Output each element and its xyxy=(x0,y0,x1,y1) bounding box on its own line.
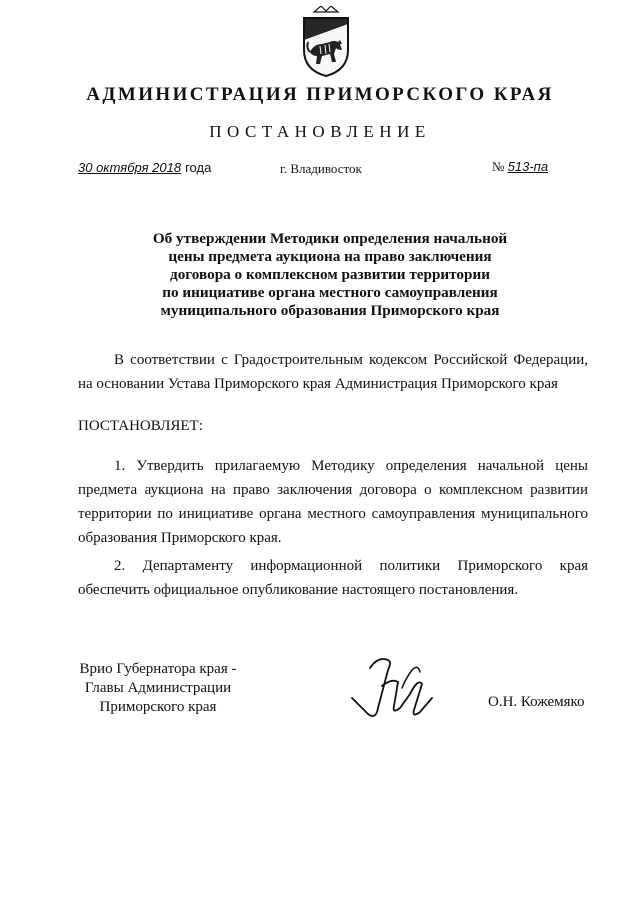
clause-line: образования Приморского края. xyxy=(78,530,282,546)
resolves-heading: ПОСТАНОВЛЯЕТ: xyxy=(78,418,203,434)
signatory-name: О.Н. Кожемяко xyxy=(488,694,585,710)
clause-line: 2. Департаменту информационной политики Приморского края xyxy=(114,558,588,574)
clause-1 xyxy=(78,454,588,550)
title-line: цены предмета аукциона на право заключения xyxy=(168,248,492,265)
number-value: 513-па xyxy=(507,159,549,174)
document-city: г. Владивосток xyxy=(280,161,362,176)
document-date xyxy=(78,160,211,175)
number-prefix: № xyxy=(492,159,505,174)
title-line: по инициативе органа местного самоуправления xyxy=(162,284,498,301)
document-number xyxy=(492,159,548,175)
signatory-position xyxy=(60,660,256,717)
title-line: Об утверждении Методики определения начальной xyxy=(152,230,508,247)
document-title xyxy=(120,230,540,320)
intro-line: на основании Устава Приморского края Администрация Приморского края xyxy=(78,376,558,392)
intro-paragraph xyxy=(78,348,588,396)
position-line: Главы Администрации xyxy=(84,680,232,696)
handwritten-signature-icon xyxy=(348,648,438,728)
date-value: 30 октября 2018 xyxy=(78,160,182,175)
position-line: Приморского края xyxy=(99,699,217,715)
clause-line: предмета аукциона на право заключения договора о комплексном развитии xyxy=(78,482,588,498)
clause-line: 1. Утвердить прилагаемую Методику определения начальной цены xyxy=(114,458,588,474)
coat-of-arms-tiger-icon xyxy=(300,6,352,78)
clause-2 xyxy=(78,554,588,602)
title-line: договора о комплексном развитии территории xyxy=(170,266,490,283)
document-type: ПОСТАНОВЛЕНИЕ xyxy=(209,122,431,141)
position-line: Врио Губернатора края - xyxy=(79,661,237,677)
clause-line: территории по инициативе органа местного самоуправления муниципального xyxy=(78,506,588,522)
intro-line: В соответствии с Градостроительным кодексом Российской Федерации, xyxy=(114,352,588,368)
clause-line: обеспечить официальное опубликование настоящего постановления. xyxy=(78,582,519,598)
organization-name: АДМИНИСТРАЦИЯ ПРИМОРСКОГО КРАЯ xyxy=(86,84,554,105)
title-line: муниципального образования Приморского края xyxy=(160,302,500,319)
date-suffix: года xyxy=(185,160,212,175)
